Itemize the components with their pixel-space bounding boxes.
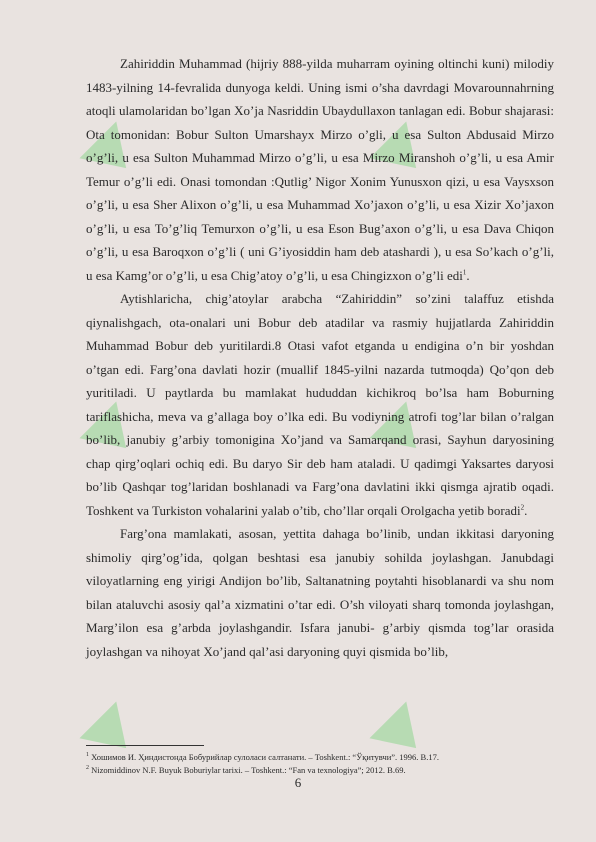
footnote-number: 2 [86,764,89,771]
paragraph-text: Aytishlaricha, chig’atoylar arabcha “Zahiriddin” so’zini talaffuz etishda qiynalishgach, ota-onalari uni Bobur deb atadilar va rasmiy hujjatlarda Zahiriddin Muhammad Bobur deb yuritilardi.8 Otasi vafot etganda u endigina o’n bir yoshdan o’tgan edi. Farg’ona davlati hozir (muallif 1845-yilni nazarda tutmoqda) Qo’qon deb yuritiladi. U paytlarda bu mamlakat hududdan kichikroq bo’lsa ham Boburning tariflashicha, meva va g’allaga boy o’lka edi. Bu vodiyning atrofi tog’lar bilan o’ralgan bo’lib, janubiy g’arbiy tomonigina Xo’jand va Samarqand orasi, Sayhun daryosining chap qirg’oqlari ochiq edi. Bu daryo Sir deb ham ataladi. U qadimgi Yaksartes daryosi bo’lib Qashqar tog’laridan boshlanadi va Farg’ona davlatini ikki qismga ajratib oqadi. Toshkent va Turkiston vohalarini yalab o’tib, cho’llar orqali Orolgacha yetib boradi [86,291,554,518]
footnote-text: Nizomiddinov N.F. Buyuk Boburiylar tarixi. – Toshkent.: “Fan va texnologiya”; 2012. B.69. [89,764,406,775]
footnote-1 [86,750,554,763]
paragraph-text: Farg’ona mamlakati, asosan, yettita dahaga bo’linib, undan ikkitasi daryoning shimoliy qirg’og’ida, qolgan beshtasi esa janubiy sohilda joylashgan. Janubdagi viloyatlarning eng yirigi Andijon bo’lib, Saltanatning poytahti hisoblanardi va shu nom bilan ataluvchi asosiy qal’a xizmatini o’tar edi. O’sh viloyati sharq tomonda joylashgan, Marg’ilon esa g’arbda joylashgandir. Isfara janubi- g’arbiy qismda tog’lar orasida joylashgan va nihoyat Xo’jand qal’asi daryoning quyi qismida bo’lib, [86,526,554,659]
footnote-text: Хошимов И. Ҳиндистонда Бобурийлар сулоласи салтанати. – Toshkent.: “Ўқитувчи”. 1996. B.17. [89,751,439,762]
paragraph-tail: . [466,267,470,283]
page-number: 6 [294,775,302,790]
paragraph-2 [86,287,554,522]
footnote-marker: 2 [520,503,525,512]
paragraph-text: Zahiriddin Muhammad (hijriy 888-yilda muharram oyining oltinchi kuni) milodiy 1483-yilning 14-fevralida dunyoga keldi. Uning ismi o’sha davrdagi Movarounnahrning atoqli ulamolaridan bo’lgan Xo’ja Nasriddin Ubaydullaxon tanlagan edi. Bobur shajarasi: Ota tomonidan: Bobur Sulton Umarshayx Mirzo o’gli, u esa Sulton Abdusaid Mirzo o’g’li, u esa Sulton Muhammad Mirzo o’g’li, u esa Mirzo Miranshoh o’g’li, u esa Amir Temur o’g’li edi. Onasi tomondan :Qutlig’ Nigor Xonim Yunusxon qizi, u esa Vaysxson o’g’li, u esa Sher Alixon o’g’li, u esa Muhammad Xo’jaxon o’g’li, u esa Xizir Xo’jaxon o’g’li, u esa To’g’liq Temurxon o’g’li, u esa Eson Bug’axon o’g’li, u esa Dava Chiqon o’g’li, u esa Baroqxon o’g’li ( uni G’iyosiddin ham deb atashardi ), u esa So’kach o’g’li, u esa Kamg’or o’g’li, u esa Chig’atoy o’g’li, u esa Chingizxon o’g’li edi [86,56,554,283]
footnote-marker: 1 [462,268,467,277]
paragraph-3 [86,522,554,663]
paragraph-1 [86,52,554,287]
footnotes [86,750,554,776]
footnote-2 [86,763,554,776]
footnote-number: 1 [86,752,89,758]
footnote-divider [86,745,204,746]
paragraph-tail: . [524,502,528,518]
body-text [86,52,554,663]
